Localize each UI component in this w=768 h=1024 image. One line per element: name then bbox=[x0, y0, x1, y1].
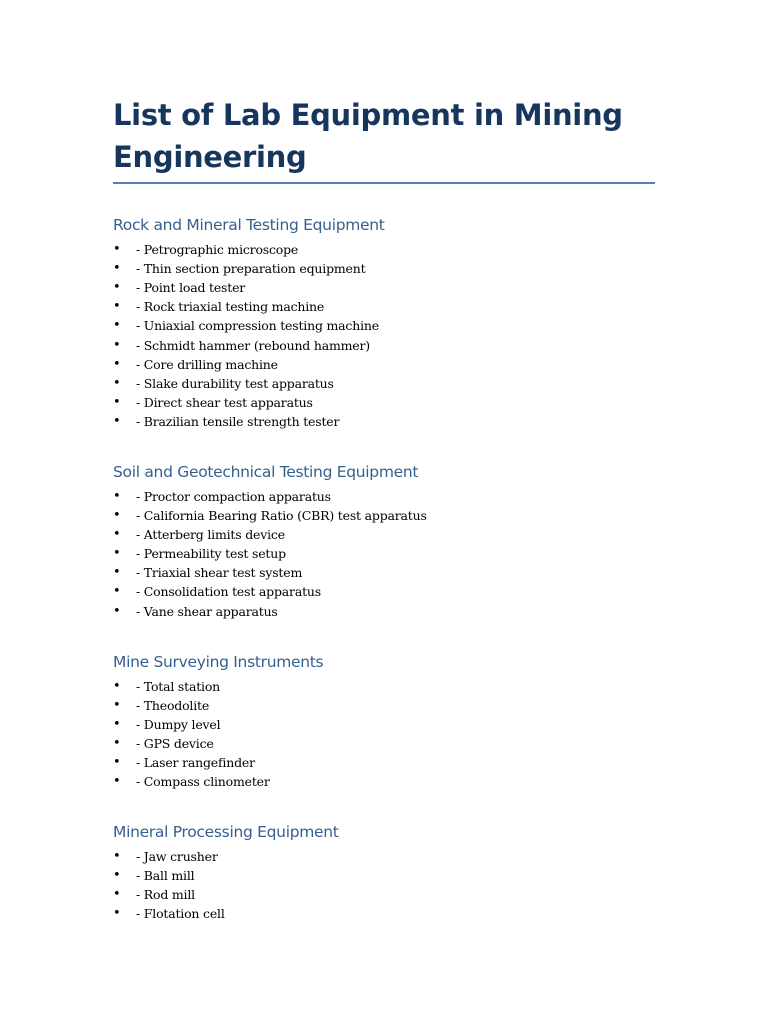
list-item-text: - Schmidt hammer (rebound hammer) bbox=[136, 337, 370, 353]
list-item bbox=[113, 240, 655, 259]
list-item bbox=[113, 355, 655, 374]
bullet-icon: • bbox=[113, 678, 121, 694]
title-underline bbox=[113, 182, 655, 184]
section-heading: Soil and Geotechnical Testing Equipment bbox=[113, 462, 419, 481]
bullet-icon: • bbox=[113, 508, 121, 524]
bullet-icon: • bbox=[113, 584, 121, 600]
equipment-list bbox=[113, 487, 655, 621]
list-item bbox=[113, 772, 655, 791]
bullet-icon: • bbox=[113, 527, 121, 543]
bullet-icon: • bbox=[113, 868, 121, 884]
list-item bbox=[113, 885, 655, 904]
list-item-text: - Total station bbox=[136, 678, 221, 694]
bullet-icon: • bbox=[113, 356, 121, 372]
bullet-icon: • bbox=[113, 755, 121, 771]
bullet-icon: • bbox=[113, 318, 121, 334]
sections-container bbox=[113, 214, 655, 924]
section-heading: Rock and Mineral Testing Equipment bbox=[113, 216, 385, 234]
list-item-text: - Triaxial shear test system bbox=[136, 565, 303, 581]
list-item-text: - Brazilian tensile strength tester bbox=[136, 413, 340, 429]
bullet-icon: • bbox=[113, 337, 121, 353]
bullet-icon: • bbox=[113, 565, 121, 581]
list-item-text: - GPS device bbox=[136, 735, 214, 751]
list-item-text: - Laser rangefinder bbox=[136, 755, 255, 771]
list-item-text: - Direct shear test apparatus bbox=[136, 394, 313, 410]
list-item bbox=[113, 904, 655, 923]
list-item bbox=[113, 753, 655, 772]
list-item-text: - Rock triaxial testing machine bbox=[136, 299, 325, 315]
equipment-list bbox=[113, 677, 655, 792]
list-item-text: - Flotation cell bbox=[136, 906, 225, 922]
section bbox=[113, 821, 655, 923]
list-item-text: - Rod mill bbox=[136, 887, 195, 903]
document-page bbox=[113, 94, 655, 954]
bullet-icon: • bbox=[113, 774, 121, 790]
bullet-icon: • bbox=[113, 603, 121, 619]
bullet-icon: • bbox=[113, 849, 121, 865]
list-item bbox=[113, 487, 655, 506]
list-item-text: - California Bearing Ratio (CBR) test apparatus bbox=[136, 508, 427, 524]
bullet-icon: • bbox=[113, 394, 121, 410]
section bbox=[113, 651, 655, 792]
list-item-text: - Ball mill bbox=[136, 868, 195, 884]
list-item-text: - Thin section preparation equipment bbox=[136, 261, 366, 277]
list-item bbox=[113, 715, 655, 734]
list-item-text: - Slake durability test apparatus bbox=[136, 375, 334, 391]
bullet-icon: • bbox=[113, 716, 121, 732]
list-item bbox=[113, 278, 655, 297]
bullet-icon: • bbox=[113, 887, 121, 903]
bullet-icon: • bbox=[113, 735, 121, 751]
bullet-icon: • bbox=[113, 261, 121, 277]
list-item-text: - Permeability test setup bbox=[136, 546, 286, 562]
document-title: List of Lab Equipment in Mining Engineering bbox=[113, 98, 623, 174]
list-item-text: - Point load tester bbox=[136, 280, 246, 296]
list-item-text: - Core drilling machine bbox=[136, 356, 278, 372]
list-item-text: - Proctor compaction apparatus bbox=[136, 488, 331, 504]
bullet-icon: • bbox=[113, 299, 121, 315]
section bbox=[113, 214, 655, 431]
list-item bbox=[113, 696, 655, 715]
equipment-list bbox=[113, 240, 655, 431]
bullet-icon: • bbox=[113, 413, 121, 429]
list-item bbox=[113, 847, 655, 866]
equipment-list bbox=[113, 847, 655, 923]
list-item-text: - Atterberg limits device bbox=[136, 527, 285, 543]
list-item bbox=[113, 393, 655, 412]
list-item bbox=[113, 335, 655, 354]
section-heading: Mine Surveying Instruments bbox=[113, 652, 324, 671]
section-heading: Mineral Processing Equipment bbox=[113, 823, 339, 842]
bullet-icon: • bbox=[113, 697, 121, 713]
list-item-text: - Consolidation test apparatus bbox=[136, 584, 321, 600]
bullet-icon: • bbox=[113, 906, 121, 922]
list-item-text: - Dumpy level bbox=[136, 716, 221, 732]
list-item-text: - Uniaxial compression testing machine bbox=[136, 318, 379, 334]
list-item bbox=[113, 525, 655, 544]
list-item-text: - Compass clinometer bbox=[136, 774, 270, 790]
list-item-text: - Theodolite bbox=[136, 697, 210, 713]
list-item bbox=[113, 374, 655, 393]
list-item bbox=[113, 602, 655, 621]
list-item bbox=[113, 582, 655, 601]
section bbox=[113, 461, 655, 621]
bullet-icon: • bbox=[113, 242, 121, 258]
list-item bbox=[113, 259, 655, 278]
list-item bbox=[113, 563, 655, 582]
list-item bbox=[113, 316, 655, 335]
list-item-text: - Jaw crusher bbox=[136, 849, 218, 865]
list-item bbox=[113, 506, 655, 525]
bullet-icon: • bbox=[113, 280, 121, 296]
bullet-icon: • bbox=[113, 375, 121, 391]
list-item bbox=[113, 544, 655, 563]
list-item bbox=[113, 734, 655, 753]
list-item bbox=[113, 677, 655, 696]
bullet-icon: • bbox=[113, 546, 121, 562]
bullet-icon: • bbox=[113, 488, 121, 504]
list-item bbox=[113, 297, 655, 316]
list-item-text: - Vane shear apparatus bbox=[136, 603, 278, 619]
list-item-text: - Petrographic microscope bbox=[136, 242, 299, 258]
list-item bbox=[113, 866, 655, 885]
list-item bbox=[113, 412, 655, 431]
